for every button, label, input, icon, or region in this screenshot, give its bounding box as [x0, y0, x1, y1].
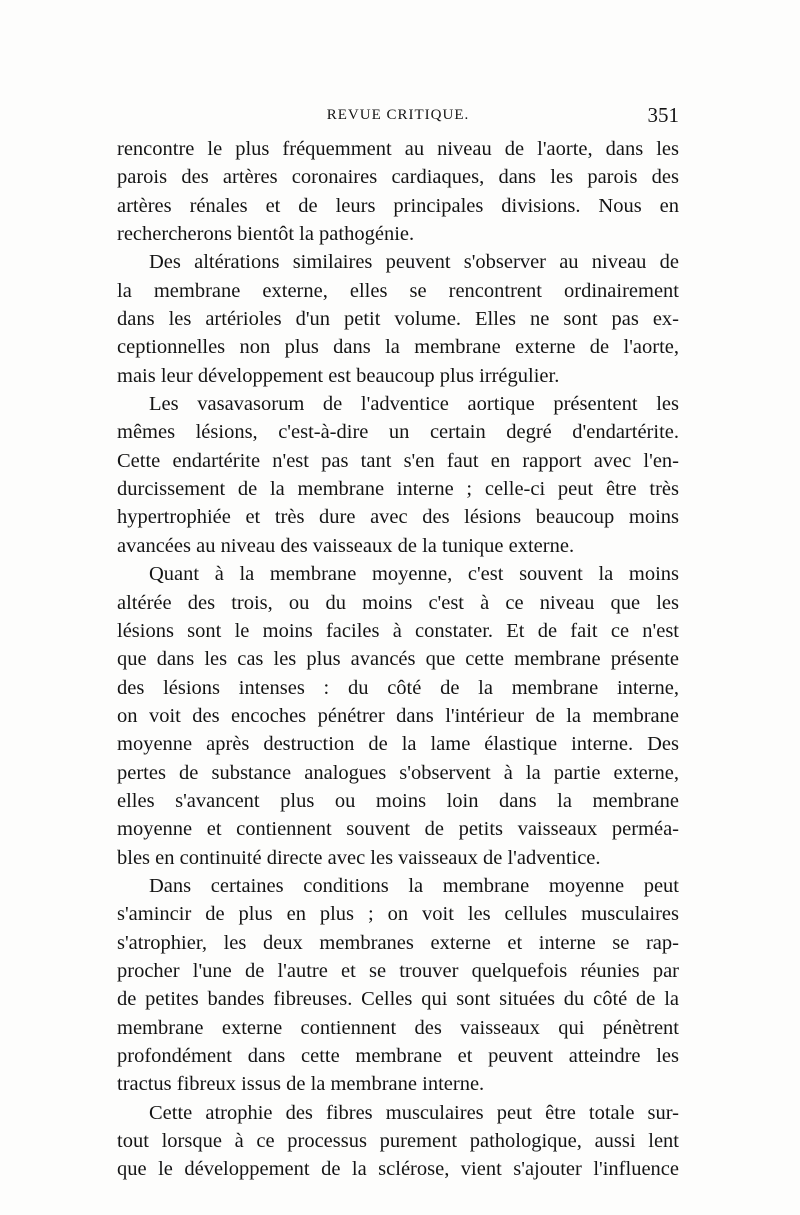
- text-line: s'amincir de plus en plus ; on voit les cellules musculaires: [117, 903, 679, 926]
- text-line: mais leur développement est beaucoup plus irrégulier.: [117, 364, 560, 387]
- text-line: s'atrophier, les deux membranes externe et interne se rap-: [117, 931, 679, 954]
- text-line: pertes de substance analogues s'observent à la partie externe,: [117, 761, 679, 784]
- text-line: hypertrophiée et très dure avec des lésions beaucoup moins: [117, 506, 679, 529]
- text-line: moyenne après destruction de la lame élastique interne. Des: [117, 733, 679, 756]
- text-line: bles en continuité directe avec les vaisseaux de l'adventice.: [117, 846, 601, 869]
- running-title: REVUE CRITIQUE.: [326, 107, 470, 123]
- text-line: que dans les cas les plus avancés que cette membrane présente: [117, 648, 679, 671]
- text-line: Des altérations similaires peuvent s'observer au niveau de: [149, 251, 679, 274]
- text-line: on voit des encoches pénétrer dans l'intérieur de la membrane: [117, 704, 679, 727]
- text-line: membrane externe contiennent des vaisseaux qui pénètrent: [117, 1016, 679, 1039]
- text-line: profondément dans cette membrane et peuvent atteindre les: [117, 1045, 679, 1067]
- text-line: Dans certaines conditions la membrane moyenne peut: [149, 874, 679, 897]
- text-line: tractus fibreux issus de la membrane interne.: [117, 1073, 485, 1096]
- text-line: mêmes lésions, c'est-à-dire un certain degré d'endartérite.: [117, 421, 679, 444]
- text-line: rechercherons bientôt la pathogénie.: [117, 223, 415, 246]
- text-line: tout lorsque à ce processus purement pathologique, aussi lent: [117, 1130, 679, 1153]
- text-line: que le développement de la sclérose, vient s'ajouter l'influence: [117, 1158, 679, 1181]
- text-line: altérée des trois, ou du moins c'est à ce niveau que les: [117, 591, 679, 614]
- text-line: elles s'avancent plus ou moins loin dans la membrane: [117, 789, 679, 812]
- text-line: Cette endartérite n'est pas tant s'en faut en rapport avec l'en-: [117, 449, 679, 472]
- text-line: procher l'une de l'autre et se trouver quelquefois réunies par: [117, 959, 679, 982]
- text-line: lésions sont le moins faciles à constater. Et de fait ce n'est: [117, 619, 679, 642]
- text-line: parois des artères coronaires cardiaques, dans les parois des: [117, 166, 679, 189]
- body-text: [117, 135, 679, 1184]
- text-line: durcissement de la membrane interne ; celle-ci peut être très: [117, 478, 679, 501]
- text-line: dans les artérioles d'un petit volume. Elles ne sont pas ex-: [117, 308, 679, 331]
- text-line: avancées au niveau des vaisseaux de la tunique externe.: [117, 534, 575, 557]
- text-line: Cette atrophie des fibres musculaires peut être totale sur-: [149, 1101, 679, 1124]
- text-line: de petites bandes fibreuses. Celles qui sont situées du côté de la: [117, 988, 679, 1011]
- running-head: [117, 103, 679, 129]
- text-line: artères rénales et de leurs principales divisions. Nous en: [117, 194, 679, 217]
- text-line: des lésions intenses : du côté de la membrane interne,: [117, 676, 679, 699]
- text-line: Quant à la membrane moyenne, c'est souvent la moins: [149, 563, 679, 586]
- text-line: moyenne et contiennent souvent de petits vaisseaux perméa-: [117, 818, 679, 841]
- page-number: 351: [647, 103, 679, 127]
- text-line: Les vasavasorum de l'adventice aortique présentent les: [149, 393, 679, 416]
- text-line: ceptionnelles non plus dans la membrane externe de l'aorte,: [117, 336, 679, 359]
- text-line: rencontre le plus fréquemment au niveau de l'aorte, dans les: [117, 138, 679, 160]
- text-line: la membrane externe, elles se rencontrent ordinairement: [117, 279, 679, 302]
